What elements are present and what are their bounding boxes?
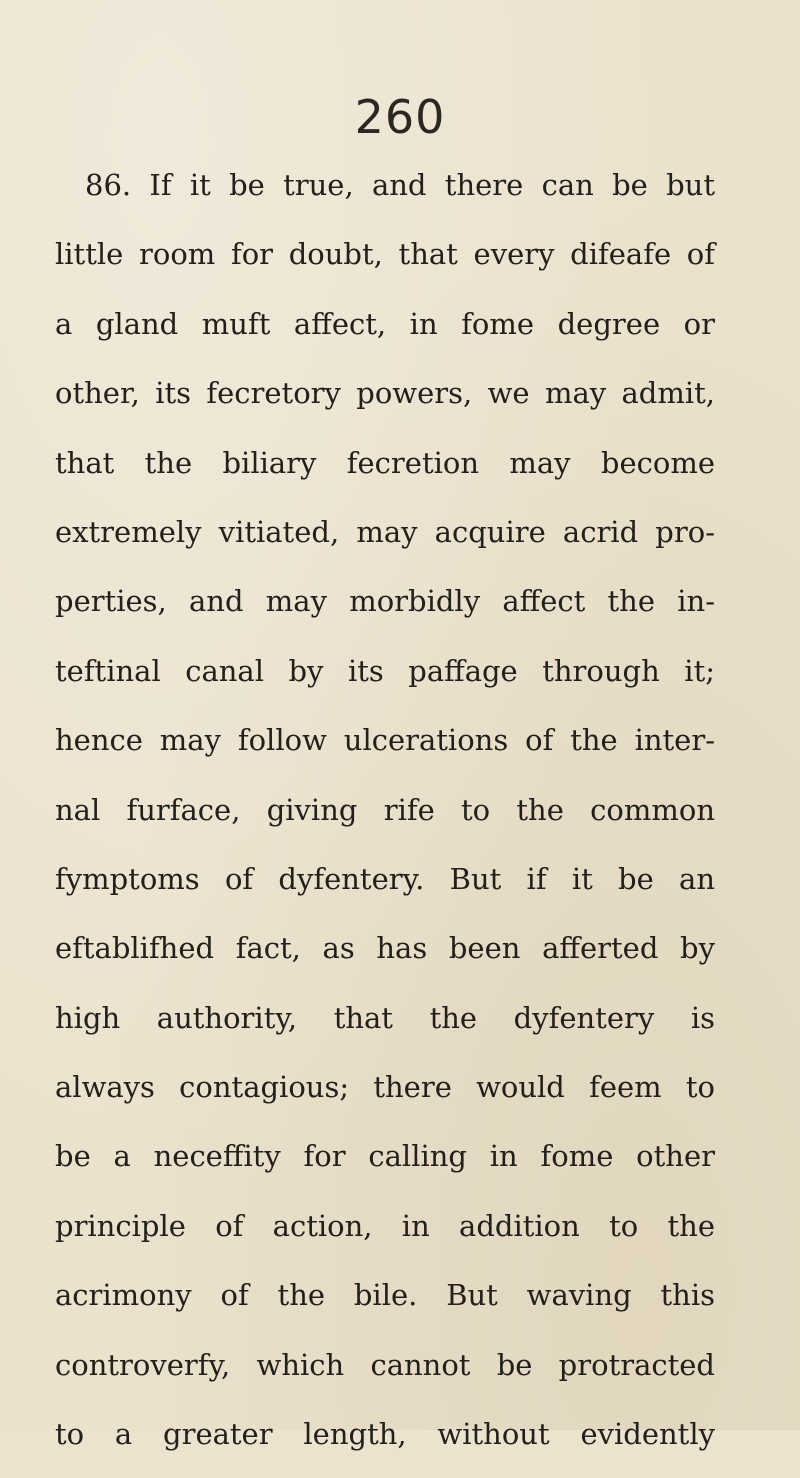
text-line: controverfy, which cannot be protracted (55, 1347, 715, 1382)
text-line: principle of action, in addition to the (55, 1208, 715, 1243)
text-line: eftablifhed fact, as has been afferted by (55, 931, 715, 966)
text-line: nal furface, giving rife to the common (55, 792, 715, 827)
text-line: fymptoms of dyfentery. But if it be an (55, 861, 715, 896)
text-line: acrimony of the bile. But waving this (55, 1278, 715, 1313)
text-line: a gland muft affect, in fome degree or (55, 306, 715, 341)
text-line: to a greater length, without evidently (55, 1417, 715, 1452)
text-line: be a neceffity for calling in fome other (55, 1139, 715, 1174)
text-line: 86. If it be true, and there can be but (85, 168, 715, 202)
body-text (55, 160, 715, 1478)
text-line: always contagious; there would feem to (55, 1070, 715, 1105)
text-line: high authority, that the dyfentery is (55, 1000, 715, 1035)
text-line: hence may follow ulcerations of the inter- (55, 723, 715, 758)
text-line: perties, and may morbidly affect the in- (55, 584, 715, 619)
text-line: that the biliary fecretion may become (55, 445, 715, 480)
page-number: 260 (354, 90, 446, 144)
text-line: little room for doubt, that every difeafe of (55, 237, 715, 272)
text-line: other, its fecretory powers, we may admit, (55, 376, 715, 411)
text-line: extremely vitiated, may acquire acrid pro- (55, 514, 715, 549)
text-line: teftinal canal by its paffage through it; (55, 653, 715, 688)
